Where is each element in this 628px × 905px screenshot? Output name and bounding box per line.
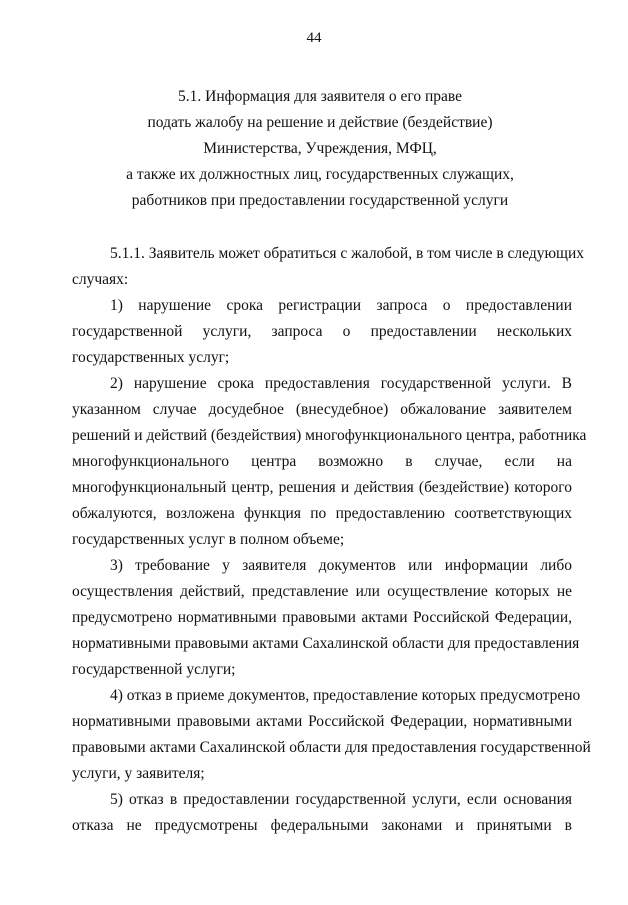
paragraph-line: решений и действий (бездействия) многофункционального центра, работника [72, 427, 587, 444]
paragraph-line: нормативными правовыми актами Сахалинской области для предоставления [72, 635, 580, 652]
heading-line: 5.1. Информация для заявителя о его праве [178, 88, 462, 105]
paragraph-line: государственной услуги; [72, 661, 236, 678]
paragraph-line: правовыми актами Сахалинской области для предоставления государственной [72, 739, 591, 756]
paragraph-line: случаях: [72, 271, 129, 288]
paragraph-line: государственных услуг в полном объеме; [72, 531, 345, 548]
paragraph-line: 1) нарушение срока регистрации запроса о предоставлении [110, 297, 572, 314]
heading-line: а также их должностных лиц, государственных служащих, [126, 166, 514, 183]
heading-line: работников при предоставлении государственной услуги [131, 192, 509, 209]
paragraph-line: обжалуются, возложена функция по предоставлению соответствующих [72, 505, 572, 522]
paragraph-line: 5.1.1. Заявитель может обратиться с жалобой, в том числе в следующих [110, 245, 585, 262]
paragraph-line: отказа не предусмотрены федеральными законами и принятыми в [72, 817, 572, 834]
heading-line: Министерства, Учреждения, МФЦ, [203, 140, 437, 157]
paragraph-line: 3) требование у заявителя документов или информации либо [110, 557, 572, 574]
paragraph-line: многофункциональный центр, решения и действия (бездействие) которого [72, 479, 572, 496]
paragraph-line: государственных услуг; [72, 349, 230, 366]
paragraph-line: нормативными правовыми актами Российской Федерации, нормативными [72, 713, 572, 730]
paragraph-line: осуществления действий, представление или осуществление которых не [72, 583, 572, 600]
paragraph-line: государственной услуги, запроса о предоставлении нескольких [72, 323, 572, 340]
paragraph-line: 5) отказ в предоставлении государственной услуги, если основания [110, 791, 572, 808]
page-number: 44 [306, 30, 322, 46]
paragraph-line: указанном случае досудебное (внесудебное) обжалование заявителем [72, 401, 572, 418]
heading-line: подать жалобу на решение и действие (бездействие) [147, 114, 493, 131]
paragraph-line: услуги, у заявителя; [72, 765, 205, 782]
paragraph-line: 4) отказ в приеме документов, предоставление которых предусмотрено [110, 687, 581, 704]
paragraph-line: предусмотрено нормативными правовыми актами Российской Федерации, [72, 609, 572, 626]
paragraph-line: 2) нарушение срока предоставления государственной услуги. В [110, 375, 572, 392]
paragraph-line: многофункционального центра возможно в случае, если на [72, 453, 572, 470]
